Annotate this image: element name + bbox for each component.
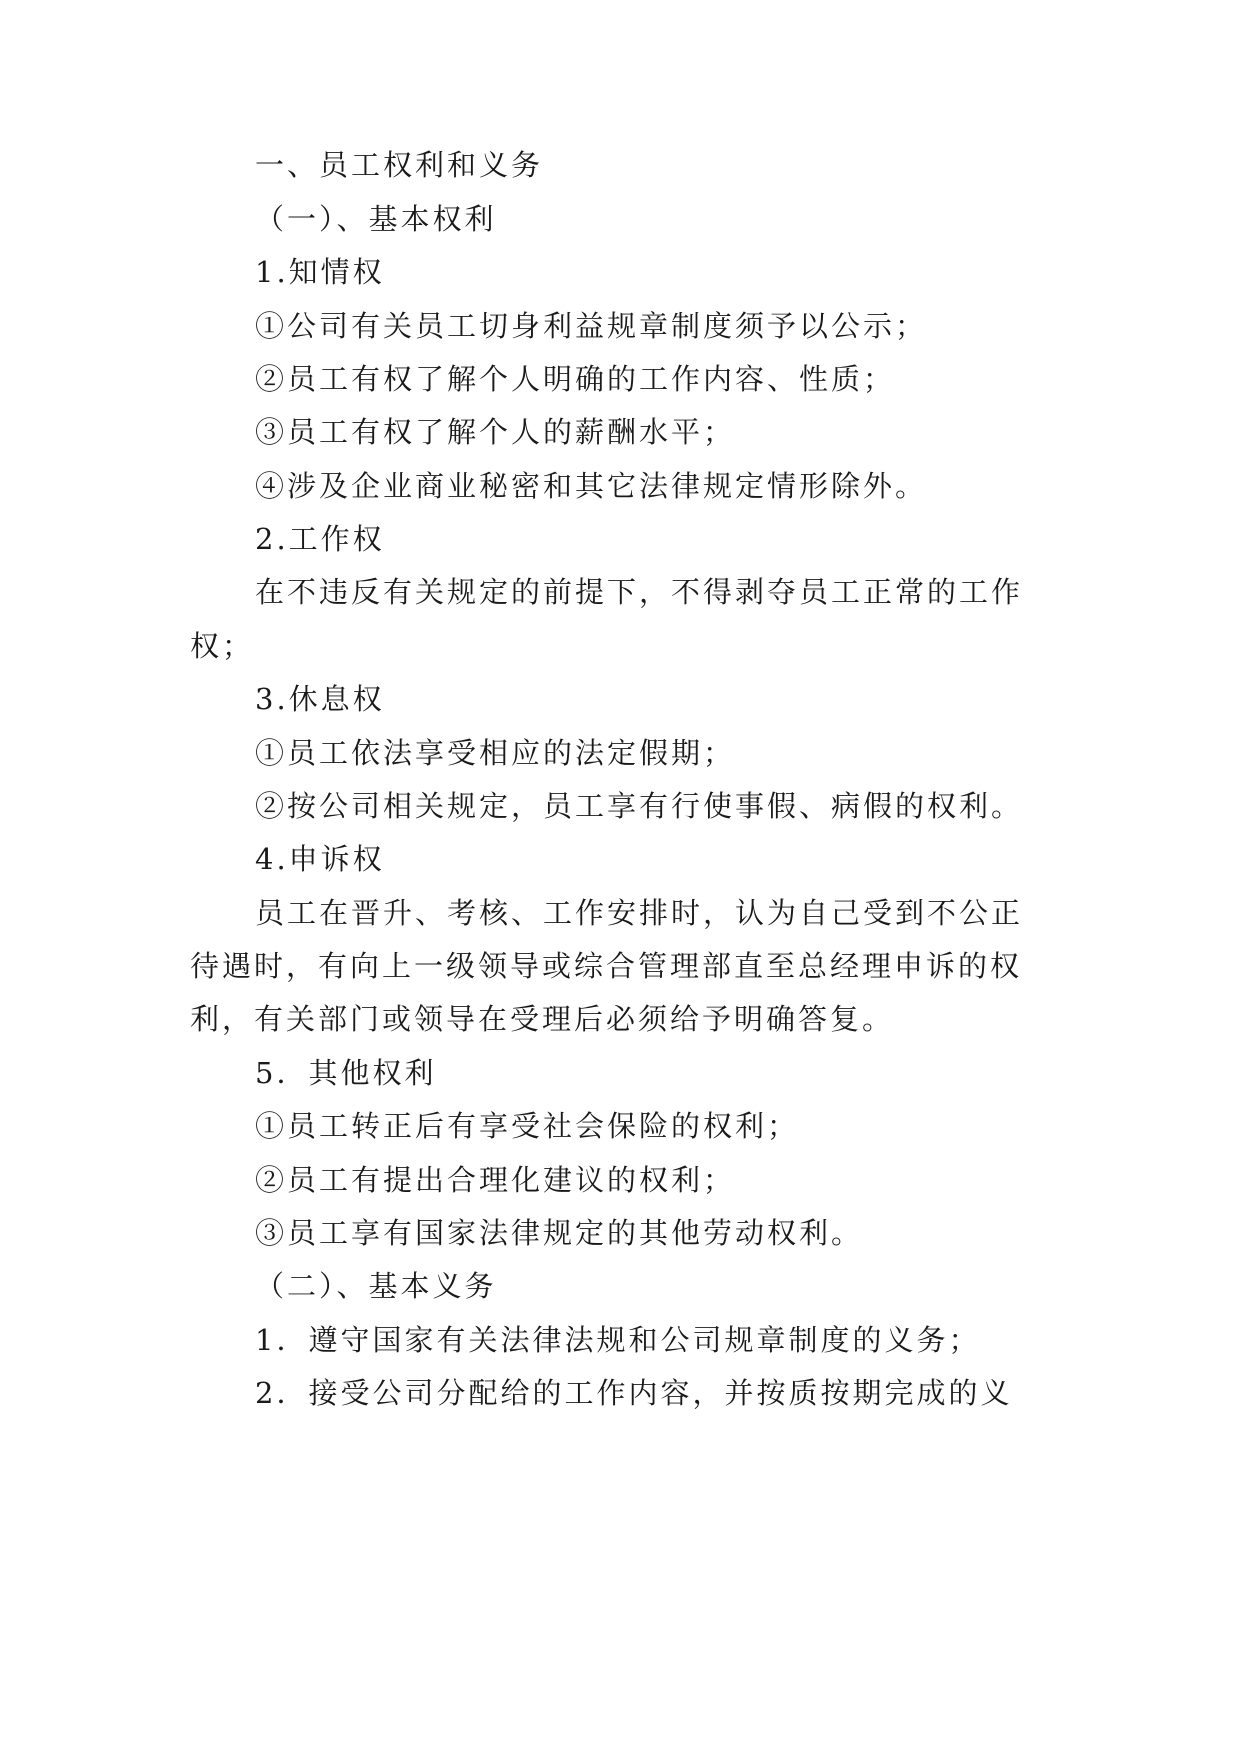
paragraph-line: 2．接受公司分配给的工作内容，并按质按期完成的义 (255, 1376, 1013, 1410)
paragraph-line: ③员工享有国家法律规定的其他劳动权利。 (255, 1216, 864, 1250)
paragraph-line: ①员工依法享受相应的法定假期； (255, 736, 736, 770)
item-heading: 1.知情权 (255, 255, 385, 289)
section-heading: 一、员工权利和义务 (255, 148, 544, 182)
paragraph-line: 权； (190, 629, 255, 663)
paragraph-line: 员工在晋升、考核、工作安排时，认为自己受到不公正 (255, 896, 1024, 930)
item-heading: 2.工作权 (255, 522, 385, 556)
paragraph-line: ②按公司相关规定，员工享有行使事假、病假的权利。 (255, 789, 1024, 823)
paragraph-line: ④涉及企业商业秘密和其它法律规定情形除外。 (255, 469, 928, 503)
paragraph-line: 待遇时，有向上一级领导或综合管理部直至总经理申诉的权 (190, 949, 1023, 983)
paragraph-line: ②员工有权了解个人明确的工作内容、性质； (255, 362, 896, 396)
subsection-heading: （一）、基本权利 (255, 202, 497, 236)
paragraph-line: ③员工有权了解个人的薪酬水平； (255, 415, 736, 449)
paragraph-line: 1．遵守国家有关法律法规和公司规章制度的义务； (255, 1323, 981, 1357)
paragraph-line: 在不违反有关规定的前提下，不得剥夺员工正常的工作 (255, 575, 1024, 609)
paragraph-line: ①员工转正后有享受社会保险的权利； (255, 1109, 800, 1143)
paragraph-line: 利，有关部门或领导在受理后必须给予明确答复。 (190, 1002, 895, 1036)
item-heading: 4.申诉权 (255, 842, 385, 876)
item-heading: 5．其他权利 (255, 1056, 437, 1090)
subsection-heading: （二）、基本义务 (255, 1269, 497, 1303)
paragraph-line: ②员工有提出合理化建议的权利； (255, 1163, 736, 1197)
paragraph-line: ①公司有关员工切身利益规章制度须予以公示； (255, 309, 928, 343)
item-heading: 3.休息权 (255, 682, 385, 716)
